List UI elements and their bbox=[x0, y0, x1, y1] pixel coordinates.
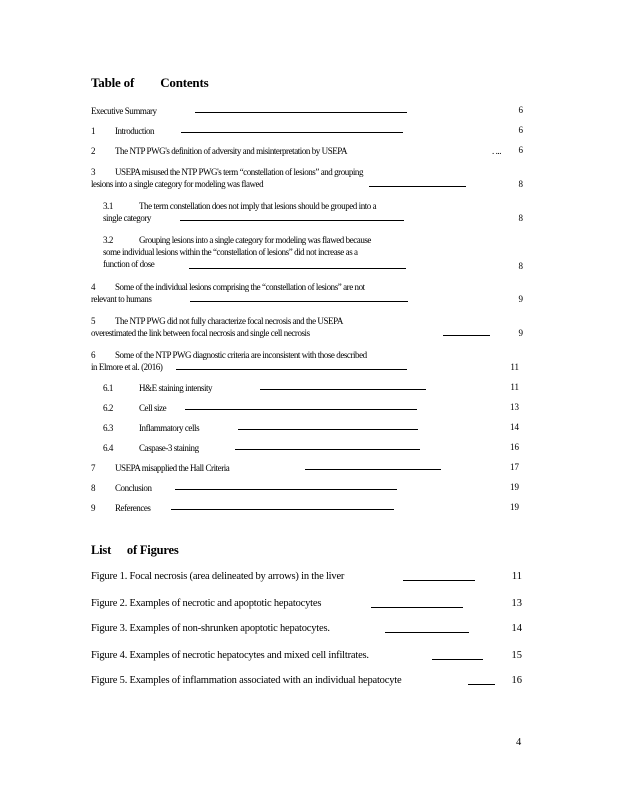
leader-line bbox=[180, 220, 404, 221]
leader-line bbox=[432, 659, 483, 660]
toc-entry[interactable] bbox=[91, 105, 157, 117]
toc-entry[interactable] bbox=[91, 349, 367, 373]
leader-line bbox=[235, 449, 420, 450]
toc-page: 13 bbox=[510, 402, 519, 412]
toc-entry-text: Some of the NTP PWG diagnostic criteria are inconsistent with those described bbox=[115, 350, 367, 360]
toc-page: 19 bbox=[510, 502, 519, 512]
leader-line bbox=[190, 301, 408, 302]
toc-entry-text: Cell size bbox=[139, 403, 167, 413]
leader-line bbox=[181, 132, 403, 133]
toc-page: 8 bbox=[518, 179, 523, 189]
toc-entry-num: 2 bbox=[91, 146, 96, 156]
toc-page: 8 bbox=[518, 261, 523, 271]
toc-entry-num: 3.2 bbox=[103, 235, 113, 245]
toc-entry-text: References bbox=[115, 503, 151, 513]
toc-entry[interactable] bbox=[103, 402, 167, 414]
toc-heading-word2: Contents bbox=[160, 75, 209, 90]
toc-entry-num: 6.4 bbox=[103, 443, 113, 453]
toc-page: 9 bbox=[518, 328, 523, 338]
toc-entry-text-cont: lesions into a single category for modeling was flawed bbox=[91, 179, 264, 189]
toc-page: 9 bbox=[518, 294, 523, 304]
figure-entry[interactable]: Figure 3. Examples of non-shrunken apoptotic hepatocytes. bbox=[91, 623, 330, 634]
toc-entry-text: Grouping lesions into a single category for modeling was flawed because bbox=[139, 235, 371, 245]
toc-entry[interactable] bbox=[91, 462, 230, 474]
toc-page: 8 bbox=[518, 213, 523, 223]
figure-entry[interactable]: Figure 5. Examples of inflammation associated with an individual hepatocyte bbox=[91, 675, 402, 686]
toc-entry-text: Inflammatory cells bbox=[139, 423, 200, 433]
leader-line bbox=[176, 369, 407, 370]
figure-page: 11 bbox=[511, 571, 522, 582]
toc-entry[interactable] bbox=[103, 200, 377, 224]
toc-page: 11 bbox=[510, 382, 519, 392]
toc-entry-num: 6.2 bbox=[103, 403, 113, 413]
toc-entry[interactable] bbox=[91, 281, 365, 305]
toc-entry-text: The term constellation does not imply that lesions should be grouped into a bbox=[139, 201, 377, 211]
toc-entry-text: The NTP PWG's definition of adversity and misinterpretation by USEPA bbox=[115, 146, 348, 156]
toc-entry-text: USEPA misused the NTP PWG's term “constellation of lesions” and grouping bbox=[115, 167, 364, 177]
figure-page: 13 bbox=[511, 598, 522, 609]
toc-entry[interactable] bbox=[91, 482, 152, 494]
leader-line bbox=[195, 112, 407, 113]
toc-entry[interactable] bbox=[91, 145, 348, 157]
toc-entry-text-cont: function of dose bbox=[103, 259, 155, 269]
toc-page: 6 bbox=[518, 125, 523, 135]
toc-page: 14 bbox=[510, 422, 519, 432]
figure-page: 14 bbox=[511, 623, 522, 634]
toc-page: 16 bbox=[510, 442, 519, 452]
toc-entry-text: Some of the individual lesions comprising the “constellation of lesions” are not bbox=[115, 282, 365, 292]
leader-line bbox=[403, 580, 475, 581]
toc-entry[interactable] bbox=[103, 382, 213, 394]
toc-entry-text: USEPA misapplied the Hall Criteria bbox=[115, 463, 230, 473]
figures-heading-word1: List bbox=[91, 543, 112, 557]
leader-dots: . ... bbox=[492, 146, 502, 156]
toc-entry-text-cont: in Elmore et al. (2016) bbox=[91, 362, 163, 372]
figure-page: 16 bbox=[511, 675, 522, 686]
figure-entry[interactable]: Figure 2. Examples of necrotic and apoptotic hepatocytes bbox=[91, 598, 322, 609]
leader-line bbox=[468, 684, 495, 685]
figures-heading bbox=[91, 543, 179, 558]
toc-entry-text-cont: relevant to humans bbox=[91, 294, 152, 304]
leader-line bbox=[175, 489, 397, 490]
toc-entry-text: Executive Summary bbox=[91, 106, 157, 116]
leader-line bbox=[260, 389, 426, 390]
toc-page: 19 bbox=[510, 482, 519, 492]
figure-page: 15 bbox=[511, 650, 522, 661]
toc-entry-text-cont: some individual lesions within the “constellation of lesions” did not increase as a bbox=[103, 247, 358, 257]
toc-entry[interactable] bbox=[91, 315, 343, 339]
leader-line bbox=[371, 607, 463, 608]
figures-heading-word2: of Figures bbox=[126, 543, 179, 557]
toc-entry-text-cont: single category bbox=[103, 213, 151, 223]
toc-entry-text: Caspase-3 staining bbox=[139, 443, 199, 453]
toc-entry-num: 6.3 bbox=[103, 423, 113, 433]
toc-entry[interactable] bbox=[103, 442, 199, 454]
toc-entry-text: Introduction bbox=[115, 126, 155, 136]
toc-entry-num: 7 bbox=[91, 463, 96, 473]
toc-entry-text: H&E staining intensity bbox=[139, 383, 213, 393]
page-number: 4 bbox=[516, 737, 522, 748]
toc-entry[interactable] bbox=[103, 234, 371, 270]
toc-entry-num: 3.1 bbox=[103, 201, 113, 211]
figure-entry[interactable]: Figure 4. Examples of necrotic hepatocytes and mixed cell infiltrates. bbox=[91, 650, 369, 661]
toc-page: 17 bbox=[510, 462, 519, 472]
toc-heading bbox=[91, 75, 208, 91]
toc-page: 6 bbox=[518, 145, 523, 155]
toc-entry-num: 8 bbox=[91, 483, 96, 493]
toc-entry-num: 9 bbox=[91, 503, 96, 513]
toc-entry-num: 5 bbox=[91, 316, 96, 326]
leader-line bbox=[189, 268, 406, 269]
leader-line bbox=[185, 409, 417, 410]
leader-line bbox=[443, 335, 490, 336]
toc-entry-num: 6.1 bbox=[103, 383, 113, 393]
toc-entry-text-cont: overestimated the link between focal necrosis and single cell necrosis bbox=[91, 328, 310, 338]
leader-line bbox=[369, 186, 466, 187]
toc-entry-num: 3 bbox=[91, 167, 96, 177]
toc-heading-word1: Table of bbox=[91, 75, 135, 90]
toc-entry-num: 6 bbox=[91, 350, 96, 360]
toc-page: 11 bbox=[510, 362, 519, 372]
leader-line bbox=[305, 469, 441, 470]
toc-entry[interactable] bbox=[91, 502, 151, 514]
toc-entry[interactable] bbox=[91, 125, 155, 137]
toc-entry-text: Conclusion bbox=[115, 483, 152, 493]
toc-entry[interactable] bbox=[103, 422, 200, 434]
toc-entry-num: 1 bbox=[91, 126, 96, 136]
leader-line bbox=[385, 632, 469, 633]
toc-page: 6 bbox=[518, 105, 523, 115]
leader-line bbox=[171, 509, 394, 510]
toc-entry-num: 4 bbox=[91, 282, 96, 292]
leader-line bbox=[238, 429, 418, 430]
toc-entry-text: The NTP PWG did not fully characterize focal necrosis and the USEPA bbox=[115, 316, 343, 326]
toc-entry[interactable] bbox=[91, 166, 364, 190]
figure-entry[interactable]: Figure 1. Focal necrosis (area delineated by arrows) in the liver bbox=[91, 571, 345, 582]
